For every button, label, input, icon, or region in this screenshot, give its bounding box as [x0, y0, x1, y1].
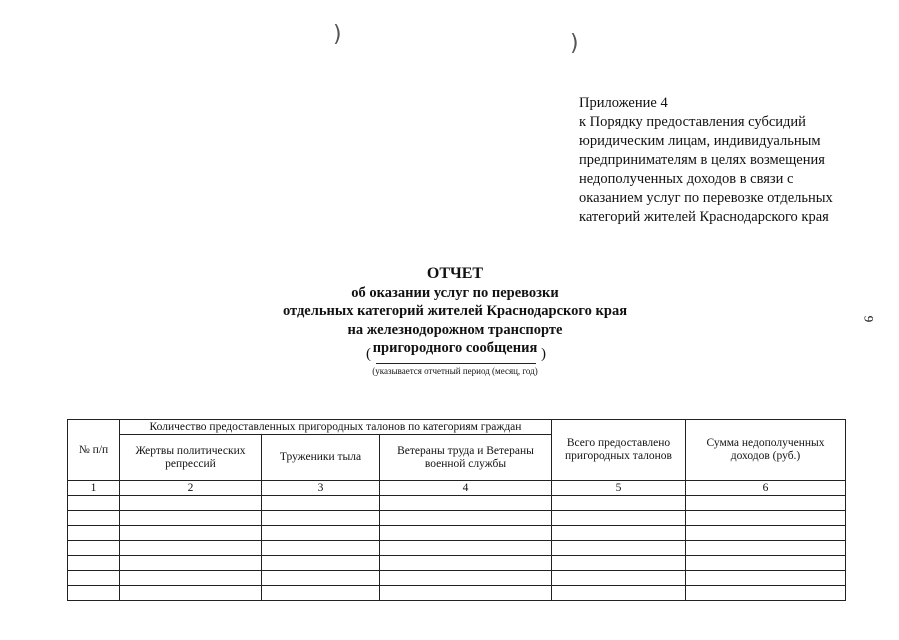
report-table [67, 419, 846, 601]
table-cell [68, 541, 120, 556]
table-cell [68, 496, 120, 511]
report-subtitle-line: об оказании услуг по перевозки [351, 284, 559, 301]
table-cell [120, 586, 262, 601]
header-no: № п/п [68, 420, 120, 481]
period-open-paren: ( [366, 346, 371, 362]
col-number: 4 [380, 481, 552, 496]
report-subtitle-line: на железнодорожном транспорте [347, 321, 563, 338]
page-number: 9 [861, 315, 877, 323]
header-veterans: Ветераны труда и Ветераны военной службы [380, 435, 552, 481]
appendix-line: оказанием услуг по перевозке отдельных [579, 190, 833, 206]
scan-mark-left: ) [333, 22, 342, 47]
table-cell [686, 526, 846, 541]
table-cell [68, 526, 120, 541]
table-cell [380, 526, 552, 541]
table-cell [380, 586, 552, 601]
table-cell [686, 511, 846, 526]
table-cell [120, 511, 262, 526]
table-cell [262, 571, 380, 586]
table-cell [262, 586, 380, 601]
table-row [68, 571, 846, 586]
table-cell [262, 541, 380, 556]
report-subtitle-line: пригородного сообщения [372, 340, 538, 356]
table-cell [552, 586, 686, 601]
report-title-block [240, 265, 670, 358]
appendix-block [579, 94, 879, 227]
table-cell [68, 571, 120, 586]
period-close-paren: ) [541, 346, 546, 362]
table-cell [68, 556, 120, 571]
appendix-line: к Порядку предоставления субсидий [579, 114, 806, 130]
period-field [366, 346, 546, 368]
header-group: Количество предоставленных пригородных талонов по категориям граждан [120, 420, 552, 435]
table-cell [120, 556, 262, 571]
table-cell [552, 511, 686, 526]
col-number: 6 [686, 481, 846, 496]
table-cell [380, 556, 552, 571]
appendix-line: предпринимателям в целях возмещения [579, 152, 825, 168]
table-cell [120, 496, 262, 511]
table-cell [552, 541, 686, 556]
header-home-front: Труженики тыла [262, 435, 380, 481]
table-cell [552, 526, 686, 541]
table-cell [380, 541, 552, 556]
table-cell [686, 556, 846, 571]
col-number: 1 [68, 481, 120, 496]
table-cell [68, 511, 120, 526]
table-cell [552, 496, 686, 511]
table-cell [686, 496, 846, 511]
table-row [68, 556, 846, 571]
report-subtitle-line: отдельных категорий жителей Краснодарского края [282, 303, 628, 319]
header-repressions: Жертвы политических репрессий [120, 435, 262, 481]
table-cell [686, 571, 846, 586]
appendix-line: юридическим лицам, индивидуальным [579, 133, 821, 149]
col-number: 3 [262, 481, 380, 496]
table-row [68, 511, 846, 526]
table-cell [68, 586, 120, 601]
table-cell [380, 571, 552, 586]
period-hint: (указывается отчетный период (месяц, год) [372, 366, 538, 376]
table-cell [552, 556, 686, 571]
table-row [68, 586, 846, 601]
table-cell [552, 571, 686, 586]
table-cell [120, 571, 262, 586]
report-title: ОТЧЕТ [426, 265, 484, 282]
table-cell [262, 511, 380, 526]
table-cell [120, 526, 262, 541]
table-cell [120, 541, 262, 556]
table-row [68, 541, 846, 556]
table-cell [262, 496, 380, 511]
appendix-line: категорий жителей Краснодарского края [579, 209, 829, 225]
header-sum: Сумма недополученных доходов (руб.) [686, 420, 846, 481]
table-cell [686, 541, 846, 556]
period-underline [376, 363, 536, 364]
col-number: 5 [552, 481, 686, 496]
table-row [68, 526, 846, 541]
col-number: 2 [120, 481, 262, 496]
table-cell [686, 586, 846, 601]
scan-mark-right: ) [570, 31, 579, 56]
table-cell [262, 556, 380, 571]
header-total: Всего предоставлено пригородных талонов [552, 420, 686, 481]
appendix-line: Приложение 4 [579, 95, 668, 111]
appendix-line: недополученных доходов в связи с [579, 171, 794, 187]
table-row [68, 496, 846, 511]
table-cell [262, 526, 380, 541]
table-cell [380, 496, 552, 511]
table-cell [380, 511, 552, 526]
